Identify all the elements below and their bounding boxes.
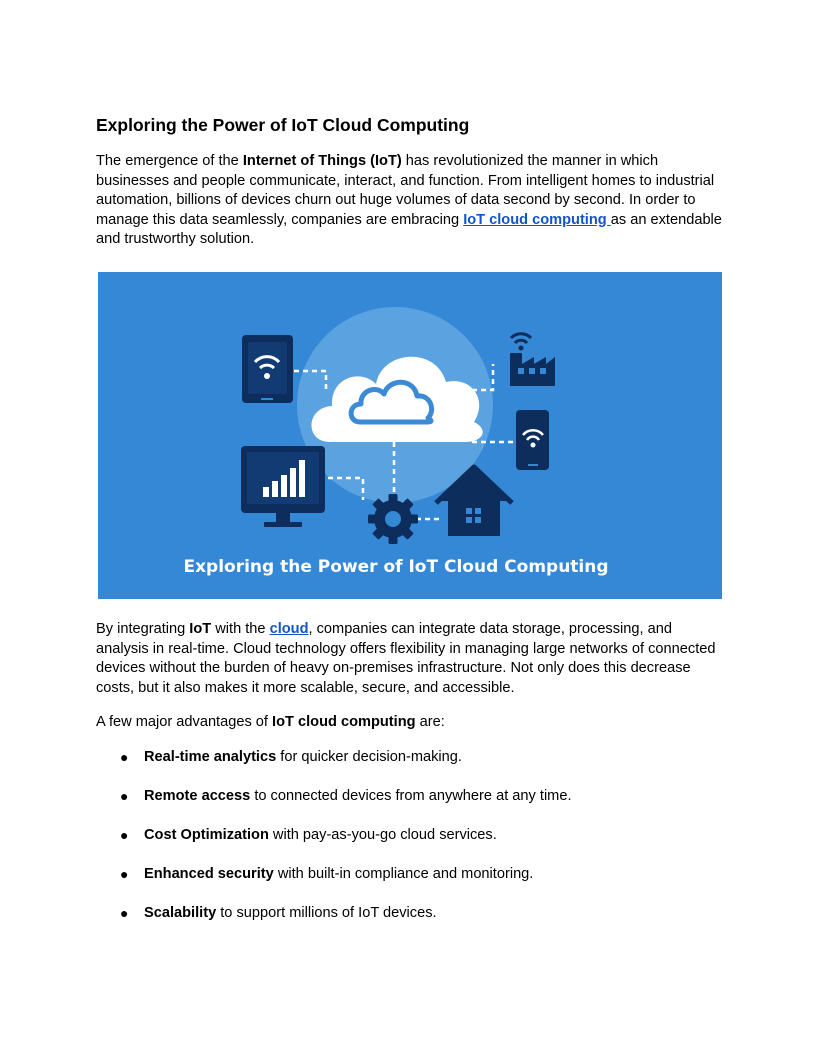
advantages-intro bbox=[96, 713, 724, 733]
para2-text-1: By integrating bbox=[96, 621, 190, 637]
bullet-icon: ● bbox=[120, 827, 129, 843]
intro-paragraph bbox=[96, 152, 724, 250]
hero-illustration bbox=[98, 272, 722, 599]
list-item-text: for quicker decision-making. bbox=[276, 749, 462, 765]
bullet-icon: ● bbox=[120, 905, 129, 921]
list-item-bold: Scalability bbox=[144, 905, 217, 921]
intro-text-3: as an extendable and trustworthy solution. bbox=[96, 211, 722, 247]
gear-icon bbox=[368, 494, 418, 544]
para3-text-1: A few major advantages of bbox=[96, 714, 273, 730]
list-item-text: with pay-as-you-go cloud services. bbox=[268, 827, 497, 843]
list-item-text: with built-in compliance and monitoring. bbox=[273, 866, 534, 882]
integration-paragraph bbox=[96, 620, 724, 698]
monitor-chart-icon bbox=[241, 446, 325, 527]
cloud-link[interactable]: cloud bbox=[269, 621, 309, 637]
bullet-icon: ● bbox=[120, 749, 129, 765]
phone-wifi-icon bbox=[516, 410, 549, 470]
intro-text-1: The emergence of the bbox=[96, 153, 243, 169]
para2-bold-iot: IoT bbox=[189, 621, 212, 637]
article-title: Exploring the Power of IoT Cloud Computing bbox=[96, 115, 470, 135]
para2-text-2: with the bbox=[211, 621, 270, 637]
para3-text-2: are: bbox=[415, 714, 445, 730]
intro-text-2: has revolutionized the manner in which businesses and people communicate, interact, and function. From intelligent homes to industrial automation, billions of devices churn out huge volumes of data second by second. In order to manage this data seamlessly, companies are embracing bbox=[96, 153, 715, 228]
list-item bbox=[96, 748, 572, 787]
bullet-icon: ● bbox=[120, 866, 129, 882]
hero-graphic bbox=[98, 272, 722, 599]
list-item-bold: Remote access bbox=[144, 788, 251, 804]
hero-caption: Exploring the Power of IoT Cloud Computing bbox=[183, 557, 609, 577]
factory-wifi-icon bbox=[510, 334, 555, 386]
iot-cloud-computing-link[interactable]: IoT cloud computing bbox=[463, 211, 611, 228]
advantages-list bbox=[96, 748, 572, 943]
list-item bbox=[96, 787, 572, 826]
intro-bold-iot: Internet of Things (IoT) bbox=[242, 153, 402, 169]
list-item-bold: Cost Optimization bbox=[144, 827, 269, 843]
bullet-icon: ● bbox=[120, 788, 129, 804]
list-item bbox=[96, 826, 572, 865]
list-item bbox=[96, 865, 572, 904]
para2-text-3: , companies can integrate data storage, processing, and analysis in real-time. Cloud technology offers flexibility in managing large networks of connected devices without the burden of heavy on-premises infrastructure. Not only does this decrease costs, but it also makes it more scalable, secure, and accessible. bbox=[96, 621, 716, 696]
list-item bbox=[96, 904, 572, 943]
tablet-wifi-icon bbox=[242, 335, 293, 403]
list-item-bold: Enhanced security bbox=[144, 866, 274, 882]
list-item-bold: Real-time analytics bbox=[144, 749, 277, 765]
list-item-text: to connected devices from anywhere at any time. bbox=[250, 788, 572, 804]
para3-bold: IoT cloud computing bbox=[272, 714, 416, 730]
list-item-text: to support millions of IoT devices. bbox=[216, 905, 437, 921]
